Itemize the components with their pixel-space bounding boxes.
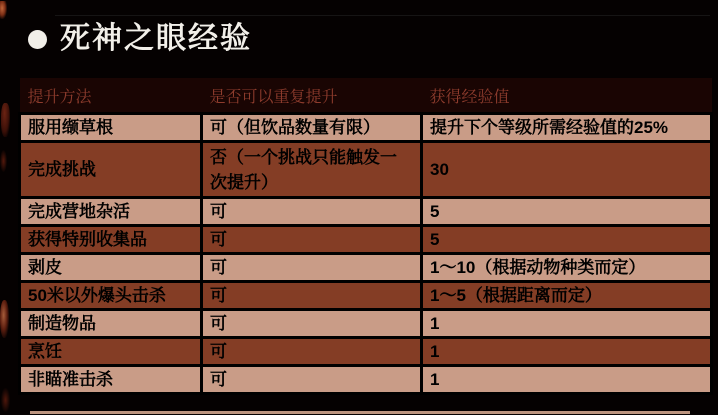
column-header: 提升方法: [20, 78, 202, 114]
table-row: [20, 198, 712, 226]
table-row: [20, 142, 712, 198]
table-cell: 可: [202, 310, 422, 338]
table-cell: 提升下个等级所需经验值的25%: [422, 114, 712, 142]
bullet-icon: [28, 30, 47, 49]
grunge-texture: [1, 228, 11, 270]
table-cell: 可: [202, 338, 422, 366]
table-cell: 1～5（根据距离而定）: [422, 282, 712, 310]
table-cell: 剥皮: [20, 254, 202, 282]
grunge-texture: [1, 388, 10, 412]
table-cell: 可: [202, 254, 422, 282]
table-cell: 完成营地杂活: [20, 198, 202, 226]
bottom-divider: [30, 411, 690, 414]
table-cell: 制造物品: [20, 310, 202, 338]
table-row: [20, 366, 712, 394]
table-header-row: [20, 78, 712, 114]
table-body: [20, 114, 712, 394]
grunge-texture: [0, 150, 7, 172]
table-row: [20, 226, 712, 254]
column-header: 是否可以重复提升: [202, 78, 422, 114]
table-cell: 1: [422, 338, 712, 366]
table-row: [20, 310, 712, 338]
table-cell: 可: [202, 226, 422, 254]
dead-eye-xp-table: [18, 78, 713, 395]
table-cell: 1: [422, 366, 712, 394]
table-cell: 1: [422, 310, 712, 338]
grunge-texture: [0, 1, 7, 19]
table-row: [20, 338, 712, 366]
table-cell: 1～10（根据动物种类而定）: [422, 254, 712, 282]
table-cell: 获得特别收集品: [20, 226, 202, 254]
top-divider: [55, 15, 710, 16]
page-title: 死神之眼经验: [60, 22, 252, 55]
table-cell: 30: [422, 142, 712, 198]
table-cell: 5: [422, 226, 712, 254]
table-row: [20, 254, 712, 282]
table-cell: 5: [422, 198, 712, 226]
table-cell: 可: [202, 282, 422, 310]
table-row: [20, 114, 712, 142]
table-cell: 可（但饮品数量有限）: [202, 114, 422, 142]
title-bar: [28, 24, 252, 54]
table-cell: 可: [202, 198, 422, 226]
table-cell: 可: [202, 366, 422, 394]
table-cell: 服用缬草根: [20, 114, 202, 142]
table-row: [20, 282, 712, 310]
grunge-texture: [1, 103, 10, 137]
table-cell: 50米以外爆头击杀: [20, 282, 202, 310]
table-cell: 非瞄准击杀: [20, 366, 202, 394]
column-header: 获得经验值: [422, 78, 712, 114]
table-cell: 否（一个挑战只能触发一次提升）: [202, 142, 422, 198]
table-cell: 完成挑战: [20, 142, 202, 198]
grunge-texture: [0, 300, 9, 338]
table-cell: 烹饪: [20, 338, 202, 366]
